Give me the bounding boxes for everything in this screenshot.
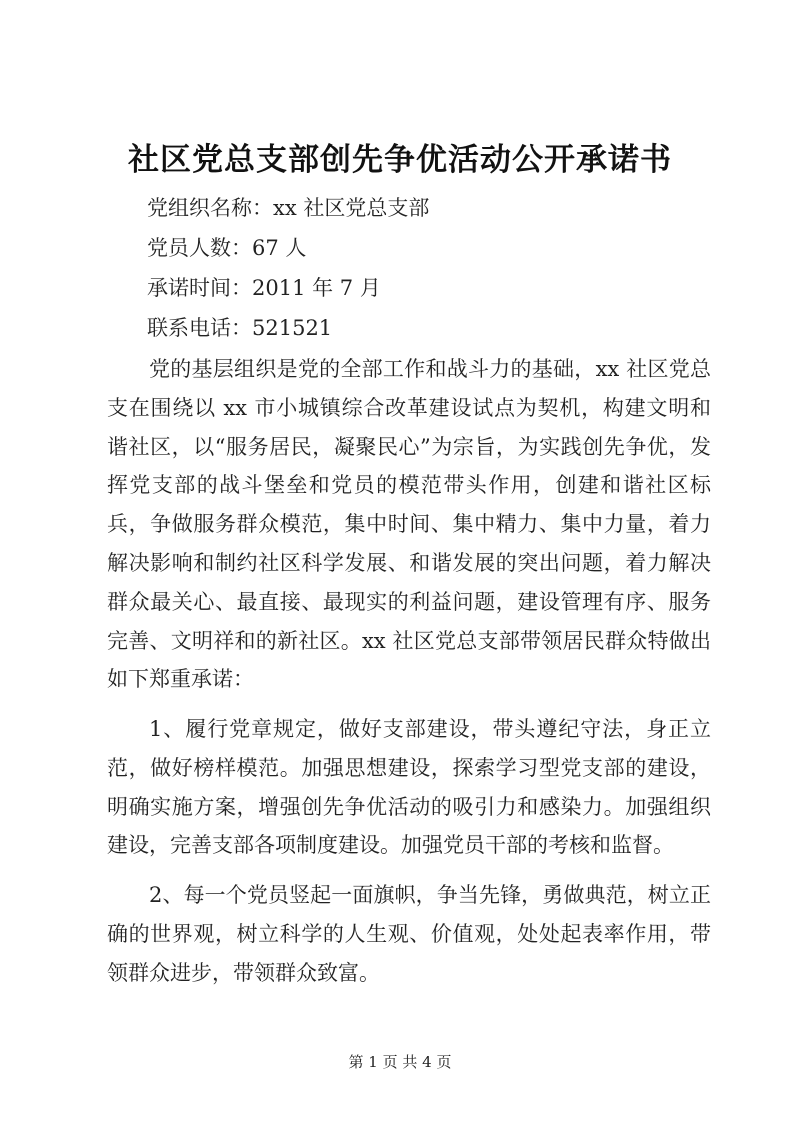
meta-member-count: 党员人数：67 人 [147,236,307,260]
meta-phone: 联系电话：521521 [147,316,333,340]
document-title: 社区党总支部创先争优活动公开承诺书 [128,142,672,178]
paragraph-commitment-1: 1、履行党章规定，做好支部建设，带头遵纪守法，身正立范，做好榜样模范。加强思想建设，探索学习型党支部的建设，明确实施方案，增强创先争优活动的吸引力和感染力。加强组织建设，完善支部各项制度建设。加强党员干部的考核和监督。 [107,717,711,858]
paragraph-intro: 党的基层组织是党的全部工作和战斗力的基础，xx 社区党总支在围绕以 xx 市小城镇综合改革建设试点为契机，构建文明和谐社区，以“服务居民，凝聚民心”为宗旨，为实践创先争优，发挥党支部的战斗堡垒和党员的模范带头作用，创建和谐社区标兵，争做服务群众模范，集中时间、集中精力、集中力量，着力解决影响和制约社区科学发展、和谐发展的突出问题，着力解决群众最关心、最直接、最现实的利益问题，建设管理有序、服务完善、文明祥和的新社区。xx 社区党总支部带领居民群众特做出如下郑重承诺： [107,357,711,692]
paragraph-commitment-2: 2、每一个党员竖起一面旗帜，争当先锋，勇做典范，树立正确的世界观，树立科学的人生观、价值观，处处起表率作用，带领群众进步，带领群众致富。 [107,883,711,985]
meta-org-name: 党组织名称：xx 社区党总支部 [147,196,430,220]
page-footer: 第 1 页 共 4 页 [348,1053,452,1071]
meta-commit-date: 承诺时间：2011 年 7 月 [147,276,381,300]
